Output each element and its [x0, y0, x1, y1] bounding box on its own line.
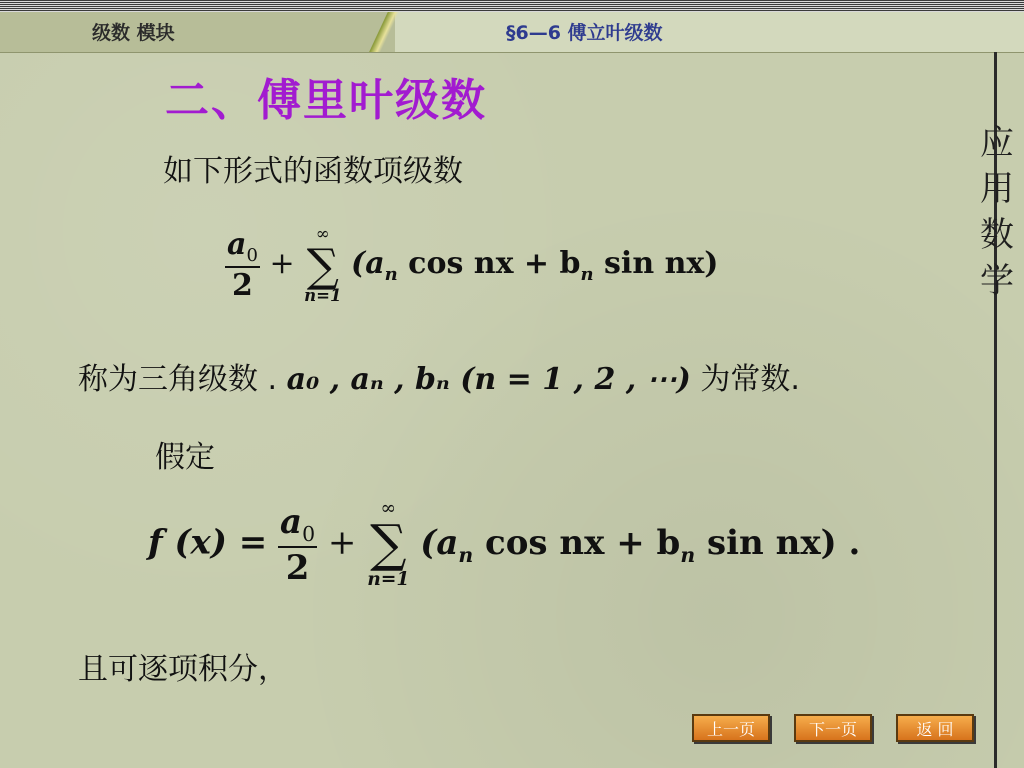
trig-series-formula — [225, 226, 718, 304]
plus-sign: + — [327, 522, 357, 563]
header-bar — [0, 0, 1024, 53]
fourier-expansion-formula — [148, 500, 860, 589]
next-page-button[interactable]: 下一页 — [794, 714, 872, 742]
fraction-a0-over-2: $\frac{a_0}{2}$ — [227, 227, 258, 303]
section-label: §6—6 傅立叶级数 — [506, 22, 663, 44]
function-fx: f (x) = — [148, 522, 268, 563]
intro-text: 如下形式的函数项级数 — [163, 154, 463, 189]
side-char: 学 — [980, 261, 1014, 301]
module-label: 级数 模块 — [92, 22, 175, 44]
header-right-panel — [395, 12, 1024, 52]
plus-sign: + — [269, 246, 295, 281]
fraction-a0-over-2: $\frac{a_0}{2}$ — [280, 501, 316, 588]
prev-page-button[interactable]: 上一页 — [692, 714, 770, 742]
side-title — [972, 120, 1022, 304]
coefficients: a₀ , aₙ , bₙ (n = 1 , 2 , ⋯) — [286, 362, 691, 397]
header-stripes — [0, 0, 1024, 12]
sum-symbol: ∞ ∑ n=1 — [367, 498, 410, 590]
sum-symbol: ∞ ∑ n=1 — [304, 224, 342, 305]
integrable-text: 且可逐项积分， — [78, 652, 288, 687]
assume-text: 假定 — [155, 440, 215, 475]
side-char: 用 — [980, 169, 1014, 209]
side-char: 数 — [980, 215, 1014, 255]
series-description: 称为三角级数 . a₀ , aₙ , bₙ (n = 1 , 2 , ⋯) 为常数. — [78, 362, 800, 397]
side-char: 应 — [980, 123, 1014, 163]
back-button[interactable]: 返 回 — [896, 714, 974, 742]
page-title: 二、傅里叶级数 — [165, 75, 487, 126]
header-slash-decoration — [352, 12, 412, 52]
series-term: ($a_n$ cos nx + $b_n$ sin nx) . — [420, 522, 861, 567]
series-term: ($a_n$ cos nx + $b_n$ sin nx) — [351, 246, 719, 285]
